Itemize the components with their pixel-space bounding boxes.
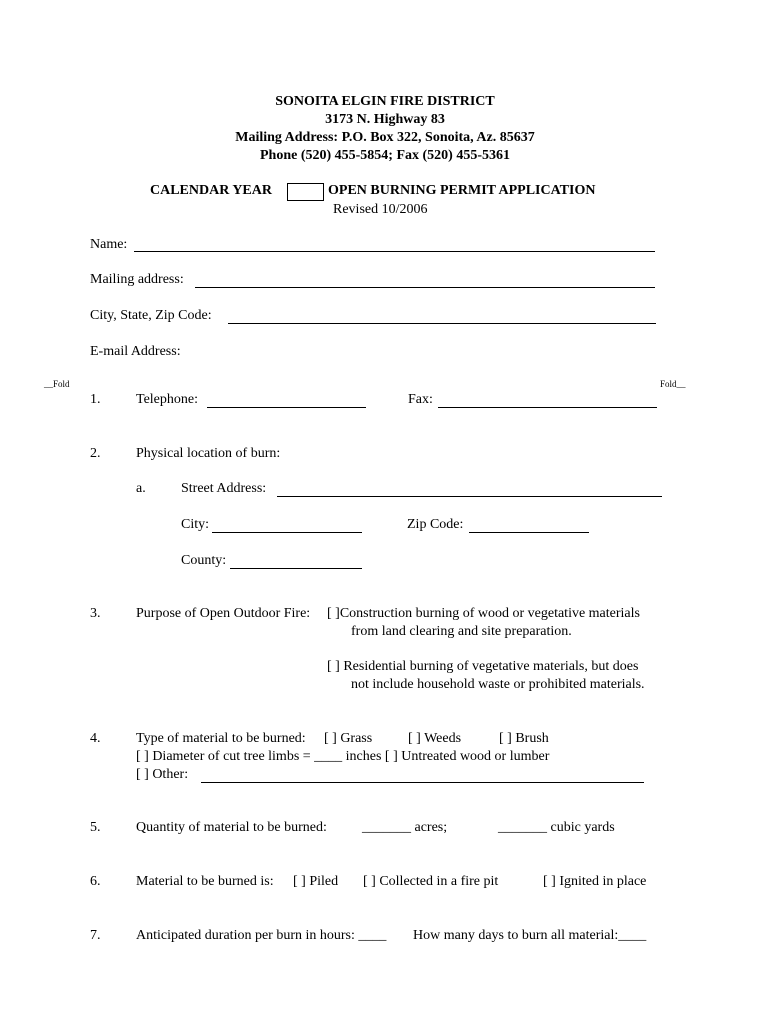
piled-option[interactable]: [ ] Piled: [293, 874, 339, 889]
name-label: Name:: [90, 237, 128, 252]
city-field[interactable]: [212, 532, 362, 533]
physical-location-label: Physical location of burn:: [136, 446, 281, 461]
mailing-label: Mailing address:: [90, 272, 184, 287]
grass-option[interactable]: [ ] Grass: [324, 731, 373, 746]
street-address-field[interactable]: [277, 496, 662, 497]
city-label: City:: [181, 517, 210, 532]
purpose-residential-text: not include household waste or prohibited materials.: [351, 677, 645, 692]
other-option[interactable]: [ ] Other:: [136, 767, 189, 782]
item-2-number: 2.: [90, 446, 101, 461]
item-3-number: 3.: [90, 606, 101, 621]
cubic-yards-field[interactable]: _______ cubic yards: [498, 820, 615, 835]
purpose-construction-option[interactable]: [ ]Construction burning of wood or vegetative materials: [327, 606, 640, 621]
days-field[interactable]: How many days to burn all material:____: [413, 928, 647, 943]
telephone-field[interactable]: [207, 407, 366, 408]
material-state-label: Material to be burned is:: [136, 874, 274, 889]
revised-date: Revised 10/2006: [333, 202, 428, 217]
tree-limbs-option[interactable]: [ ] Diameter of cut tree limbs = ____ inches [ ] Untreated wood or lumber: [136, 749, 550, 764]
email-label: E-mail Address:: [90, 344, 181, 359]
city-state-zip-field[interactable]: [228, 323, 656, 324]
item-4-number: 4.: [90, 731, 101, 746]
fax-label: Fax:: [408, 392, 433, 407]
org-phone: Phone (520) 455-5854; Fax (520) 455-5361: [259, 148, 511, 163]
material-type-label: Type of material to be burned:: [136, 731, 306, 746]
item-7-number: 7.: [90, 928, 101, 943]
other-field[interactable]: [201, 782, 644, 783]
weeds-option[interactable]: [ ] Weeds: [408, 731, 462, 746]
name-field[interactable]: [134, 251, 655, 252]
fire-pit-option[interactable]: [ ] Collected in a fire pit: [363, 874, 499, 889]
purpose-residential-option[interactable]: [ ] Residential burning of vegetative materials, but does: [327, 659, 639, 674]
mailing-field[interactable]: [195, 287, 655, 288]
title-permit: OPEN BURNING PERMIT APPLICATION: [328, 183, 596, 198]
org-address: 3173 N. Highway 83: [325, 112, 445, 127]
item-1-number: 1.: [90, 392, 101, 407]
org-mailing: Mailing Address: P.O. Box 322, Sonoita, Az. 85637: [235, 130, 535, 145]
fold-mark-left: __Fold: [44, 379, 70, 389]
city-state-zip-label: City, State, Zip Code:: [90, 308, 212, 323]
zip-code-label: Zip Code:: [407, 517, 464, 532]
fold-mark-right: Fold__: [660, 379, 686, 389]
org-name: SONOITA ELGIN FIRE DISTRICT: [275, 94, 495, 109]
item-6-number: 6.: [90, 874, 101, 889]
fax-field[interactable]: [438, 407, 657, 408]
item-5-number: 5.: [90, 820, 101, 835]
duration-hours-field[interactable]: Anticipated duration per burn in hours: ____: [136, 928, 387, 943]
acres-field[interactable]: _______ acres;: [362, 820, 448, 835]
purpose-construction-text: from land clearing and site preparation.: [351, 624, 572, 639]
item-2a-letter: a.: [136, 481, 146, 496]
zip-code-field[interactable]: [469, 532, 589, 533]
street-address-label: Street Address:: [181, 481, 267, 496]
title-calendar-year: CALENDAR YEAR: [150, 183, 272, 198]
county-field[interactable]: [230, 568, 362, 569]
telephone-label: Telephone:: [136, 392, 198, 407]
county-label: County:: [181, 553, 227, 568]
calendar-year-input[interactable]: [287, 183, 324, 201]
purpose-label: Purpose of Open Outdoor Fire:: [136, 606, 311, 621]
quantity-label: Quantity of material to be burned:: [136, 820, 327, 835]
brush-option[interactable]: [ ] Brush: [499, 731, 549, 746]
ignited-in-place-option[interactable]: [ ] Ignited in place: [543, 874, 647, 889]
